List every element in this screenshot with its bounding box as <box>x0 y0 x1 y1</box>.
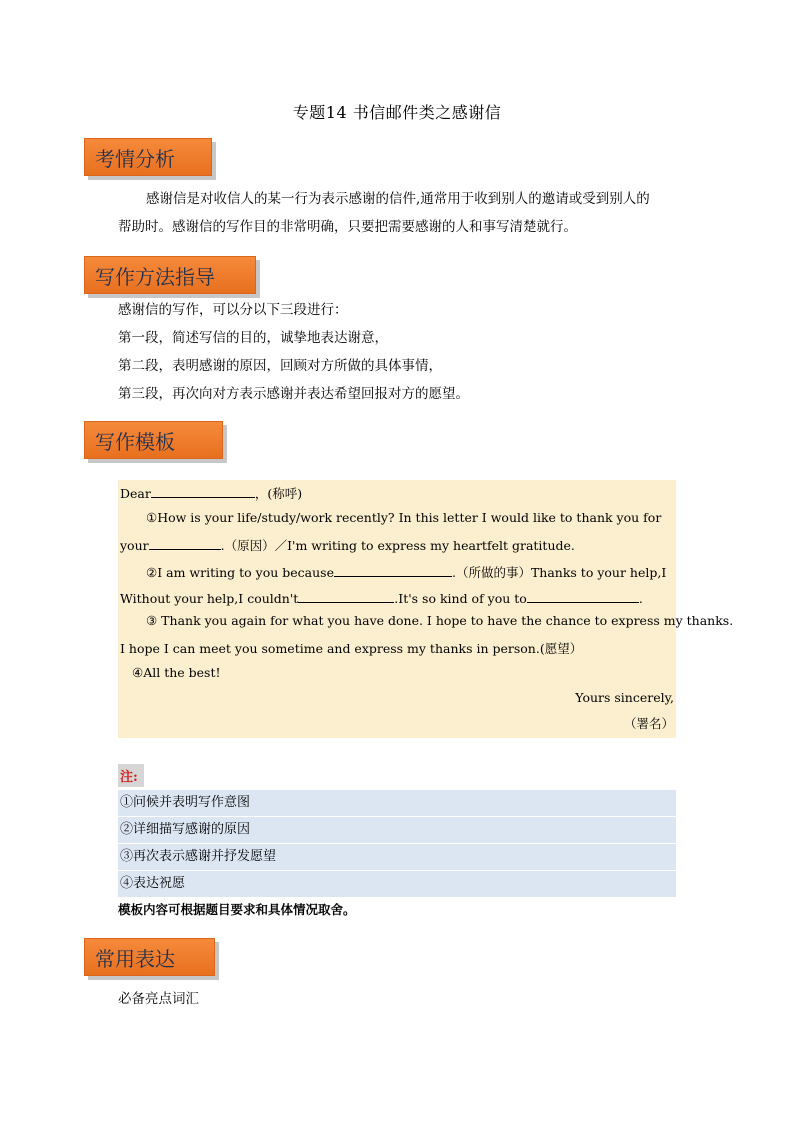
method-paragraph <box>118 296 678 408</box>
analysis-paragraph <box>118 185 678 241</box>
template-p2-line-1 <box>146 563 674 581</box>
method-line-4: 第三段，再次向对方表示感谢并表达希望回报对方的愿望。 <box>118 386 469 402</box>
blank-couldnt <box>298 589 394 603</box>
page-title: 专题14 书信邮件类之感谢信 <box>292 103 502 122</box>
analysis-line-1: 感谢信是对收信人的某一行为表示感谢的信件,通常用于收到别人的邀请或受到别人的 <box>146 191 650 207</box>
section-header-expressions: 常用表达 <box>84 938 215 976</box>
template-p1-line-2 <box>120 536 674 554</box>
method-line-3: 第二段，表明感谢的原因，回顾对方所做的具体事情， <box>118 358 442 374</box>
section-header-method: 写作方法指导 <box>84 256 256 294</box>
template-signature: （署名） <box>623 716 674 731</box>
p1-suffix: .（原因）／I'm writing to express my heartfelt gratitude. <box>220 538 575 553</box>
greeting-prefix: Dear <box>120 486 151 501</box>
blank-recipient <box>151 484 255 498</box>
section-header-analysis: 考情分析 <box>84 138 212 176</box>
p2b-mid: .It's so kind of you to <box>394 591 527 606</box>
notes-footer: 模板内容可根据题目要求和具体情况取舍。 <box>118 902 356 917</box>
note-item: ②详细描写感谢的原因 <box>118 817 676 844</box>
note-item: ③再次表示感谢并抒发愿望 <box>118 844 676 871</box>
p2b-suffix: . <box>638 591 643 606</box>
p1-prefix: your <box>120 538 149 553</box>
template-closing: Yours sincerely, <box>575 690 674 705</box>
notes-box <box>118 790 676 898</box>
greeting-note: ，(称呼) <box>254 486 303 501</box>
template-p3-line-2: I hope I can meet you sometime and express my thanks in person.(愿望） <box>120 641 583 656</box>
template-p1-line-1: ①How is your life/study/work recently? In this letter I would like to thank you for <box>146 510 662 525</box>
template-p2-line-2 <box>120 589 674 606</box>
template-greeting <box>120 484 674 502</box>
expressions-subheading: 必备亮点词汇 <box>118 991 199 1007</box>
blank-because <box>334 563 452 577</box>
p2-prefix: ②I am writing to you because <box>146 565 334 580</box>
analysis-line-2: 帮助时。感谢信的写作目的非常明确，只要把需要感谢的人和事写清楚就行。 <box>118 219 577 235</box>
p2-suffix: .（所做的事）Thanks to your help,I <box>451 565 667 580</box>
section-header-template: 写作模板 <box>84 421 223 459</box>
template-box <box>118 480 734 738</box>
blank-kind <box>527 589 639 603</box>
method-line-2: 第一段，简述写信的目的，诚挚地表达谢意， <box>118 330 388 346</box>
template-p4: ④All the best! <box>132 665 221 680</box>
p2b-prefix: Without your help,I couldn't <box>120 591 299 606</box>
notes-label: 注: <box>118 764 144 787</box>
blank-reason <box>149 536 221 550</box>
note-item: ④表达祝愿 <box>118 871 676 898</box>
template-p3-line-1: ③ Thank you again for what you have done. I hope to have the chance to express my thanks. <box>146 613 734 628</box>
note-item: ①问候并表明写作意图 <box>118 790 676 817</box>
method-line-1: 感谢信的写作，可以分以下三段进行： <box>118 302 348 318</box>
